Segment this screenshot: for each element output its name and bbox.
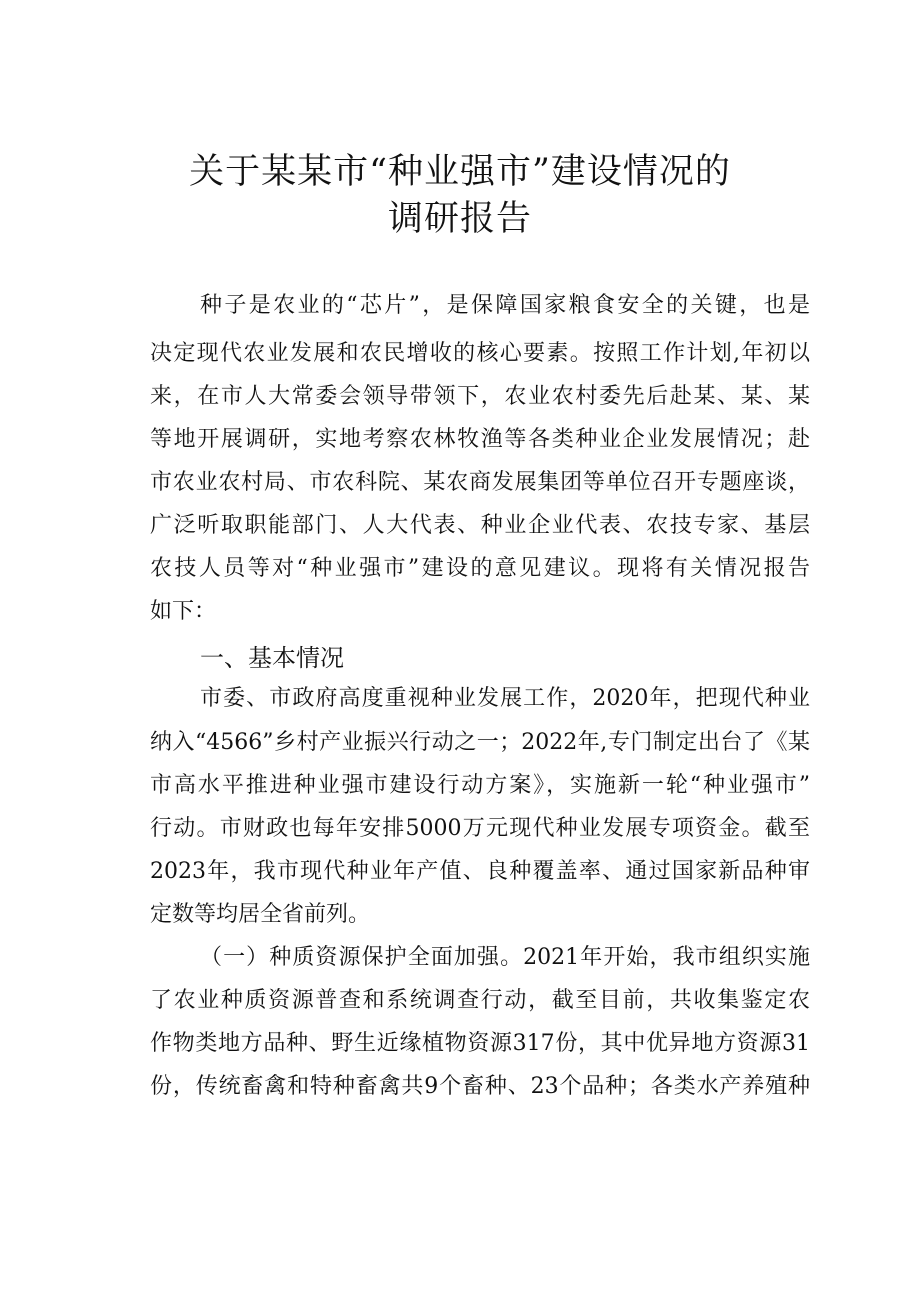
subsection1-paragraph-line: （一）种质资源保护全面加强。2021年开始，我市组织实施 [200, 945, 810, 970]
section1-paragraph-line: 定数等均居全省前列。 [150, 902, 371, 927]
intro-paragraph-line: 决定现代农业发展和农民增收的核心要素。按照工作计划,年初以 [150, 341, 810, 366]
intro-paragraph-line: 广泛听取职能部门、人大代表、种业企业代表、农技专家、基层 [150, 513, 810, 538]
section1-paragraph-line: 市委、市政府高度重视种业发展工作，2020年，把现代种业 [200, 686, 810, 711]
section1-paragraph-line: 2023年，我市现代种业年产值、良种覆盖率、通过国家新品种审 [150, 859, 810, 884]
section-heading: 一、基本情况 [200, 644, 344, 672]
subsection1-paragraph-line: 了农业种质资源普查和系统调查行动，截至目前，共收集鉴定农 [150, 988, 810, 1013]
intro-paragraph-line: 市农业农村局、市农科院、某农商发展集团等单位召开专题座谈， [150, 470, 810, 495]
section1-paragraph-line: 市高水平推进种业强市建设行动方案》，实施新一轮“种业强市” [150, 773, 810, 798]
intro-paragraph-line: 农技人员等对“种业强市”建设的意见建议。现将有关情况报告 [150, 556, 810, 581]
section1-paragraph-line: 行动。市财政也每年安排5000万元现代种业发展专项资金。截至 [150, 816, 810, 841]
section1-paragraph-line: 纳入“4566”乡村产业振兴行动之一；2022年,专门制定出台了《某 [150, 730, 810, 755]
intro-paragraph-line: 如下： [150, 599, 217, 624]
intro-paragraph-line: 种子是农业的“芯片”，是保障国家粮食安全的关键，也是 [200, 293, 810, 318]
document-title-line-1: 关于某某市“种业强市”建设情况的 [189, 152, 731, 192]
subsection1-paragraph-line: 作物类地方品种、野生近缘植物资源317份，其中优异地方资源31 [150, 1031, 810, 1056]
subsection1-paragraph-line: 份，传统畜禽和特种畜禽共9个畜种、23个品种；各类水产养殖种 [150, 1074, 810, 1099]
intro-paragraph-line: 等地开展调研，实地考察农林牧渔等各类种业企业发展情况；赴 [150, 427, 810, 452]
intro-paragraph-line: 来，在市人大常委会领导带领下，农业农村委先后赴某、某、某 [150, 384, 810, 409]
document-title-line-2: 调研报告 [387, 199, 532, 239]
